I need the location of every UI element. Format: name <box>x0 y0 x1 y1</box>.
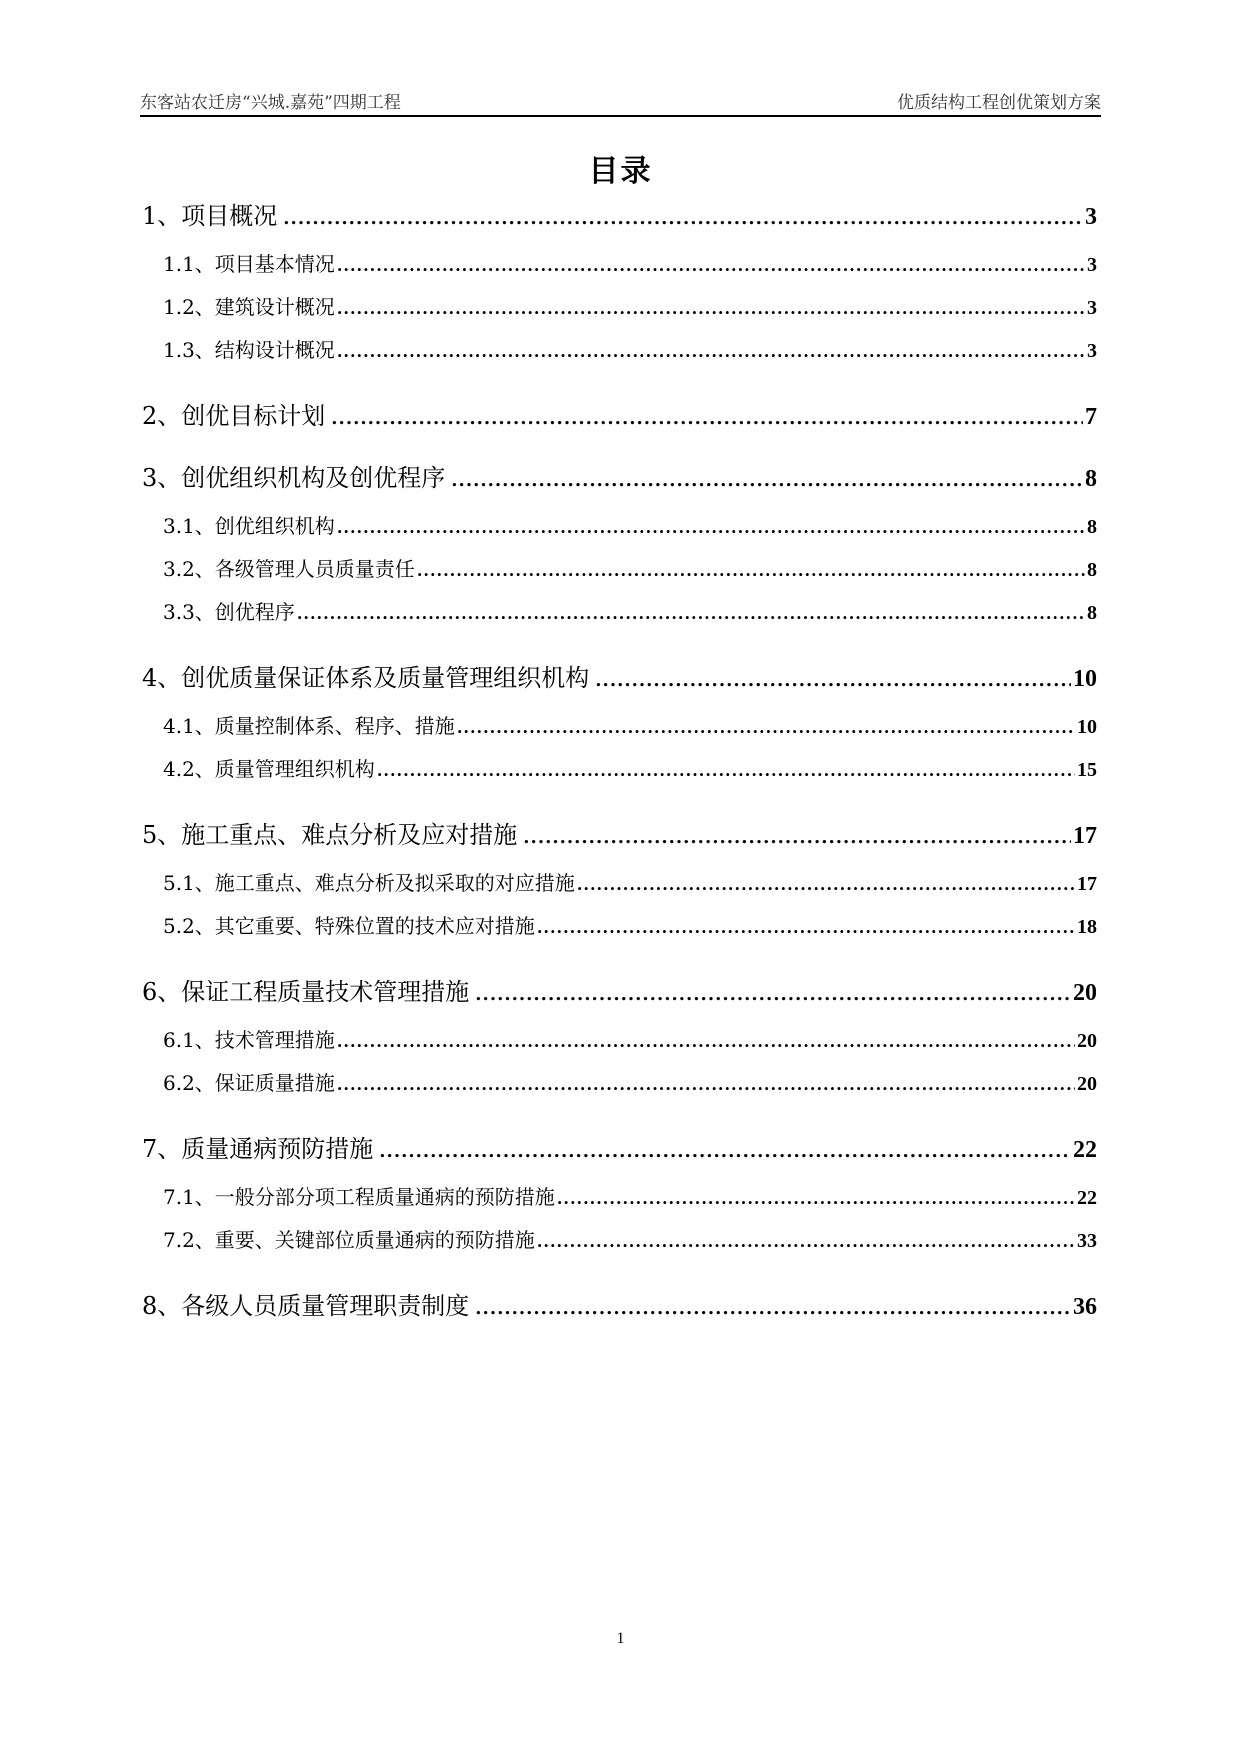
toc-dot-leader <box>377 761 1075 780</box>
toc-section-entry[interactable] <box>163 1181 1097 1210</box>
toc-dot-leader <box>337 342 1085 361</box>
toc-entry-page-number: 3 <box>1087 254 1097 276</box>
toc-entry-title: 2、创优目标计划 <box>142 402 326 430</box>
toc-dot-leader <box>379 1141 1071 1162</box>
toc-section-entry[interactable] <box>163 248 1097 277</box>
toc-entry-title: 6、保证工程质量技术管理措施 <box>142 978 470 1006</box>
toc-entry-title: 7.1、一般分部分项工程质量通病的预防措施 <box>163 1185 555 1209</box>
toc-entry-page-number: 18 <box>1077 916 1097 938</box>
toc-dot-leader <box>337 1075 1075 1094</box>
toc-dot-leader <box>557 1189 1075 1208</box>
page-number: 1 <box>616 1630 625 1647</box>
toc-dot-leader <box>331 408 1083 429</box>
toc-section-entry[interactable] <box>163 753 1097 782</box>
toc-dot-leader <box>537 1232 1075 1251</box>
toc-dot-leader <box>297 604 1085 623</box>
toc-section-entry[interactable] <box>163 910 1097 939</box>
toc-dot-leader <box>337 518 1085 537</box>
toc-dot-leader <box>475 1298 1071 1319</box>
toc-entry-page-number: 15 <box>1077 759 1097 781</box>
toc-dot-leader <box>337 256 1085 275</box>
toc-entry-page-number: 10 <box>1073 666 1097 692</box>
toc-entry-page-number: 7 <box>1085 404 1097 430</box>
toc-section-entry[interactable] <box>163 334 1097 363</box>
toc-dot-leader <box>577 875 1075 894</box>
toc-entry-title: 5.2、其它重要、特殊位置的技术应对措施 <box>163 914 535 938</box>
toc-title: 目录 <box>588 154 653 189</box>
toc-entry-title: 7.2、重要、关键部位质量通病的预防措施 <box>163 1228 535 1252</box>
toc-dot-leader <box>283 208 1083 229</box>
toc-entry-page-number: 3 <box>1085 204 1097 230</box>
toc-dot-leader <box>595 670 1071 691</box>
toc-section-entry[interactable] <box>163 710 1097 739</box>
toc-entry-page-number: 8 <box>1087 559 1097 581</box>
toc-chapter-entry[interactable] <box>142 1286 1097 1321</box>
toc-entry-page-number: 22 <box>1077 1187 1097 1209</box>
toc-section-entry[interactable] <box>163 553 1097 582</box>
toc-entry-page-number: 33 <box>1077 1230 1097 1252</box>
toc-dot-leader <box>417 561 1085 580</box>
toc-entry-title: 7、质量通病预防措施 <box>142 1135 374 1163</box>
toc-section-entry[interactable] <box>163 867 1097 896</box>
toc-section-entry[interactable] <box>163 1024 1097 1053</box>
toc-entry-title: 8、各级人员质量管理职责制度 <box>142 1292 470 1320</box>
toc-entry-title: 3.3、创优程序 <box>163 600 295 624</box>
toc-chapter-entry[interactable] <box>142 1129 1097 1164</box>
toc-entry-title: 4、创优质量保证体系及质量管理组织机构 <box>142 664 590 692</box>
toc-entry-title: 1、项目概况 <box>142 202 278 230</box>
toc-chapter-entry[interactable] <box>142 458 1097 493</box>
toc-entry-page-number: 17 <box>1077 873 1097 895</box>
toc-dot-leader <box>337 1032 1075 1051</box>
header-document-title: 优质结构工程创优策划方案 <box>897 93 1101 113</box>
toc-entry-title: 5、施工重点、难点分析及应对措施 <box>142 821 518 849</box>
header-project-name: 东客站农迁房“兴城.嘉苑”四期工程 <box>140 93 401 113</box>
toc-section-entry[interactable] <box>163 1224 1097 1253</box>
toc-section-entry[interactable] <box>163 1067 1097 1096</box>
toc-entry-title: 3.1、创优组织机构 <box>163 514 335 538</box>
toc-dot-leader <box>537 918 1075 937</box>
toc-entry-title: 4.2、质量管理组织机构 <box>163 757 375 781</box>
toc-entry-title: 1.3、结构设计概况 <box>163 338 335 362</box>
toc-entry-title: 3、创优组织机构及创优程序 <box>142 464 446 492</box>
toc-entry-page-number: 3 <box>1087 297 1097 319</box>
toc-entry-page-number: 10 <box>1077 716 1097 738</box>
toc-dot-leader <box>523 827 1071 848</box>
toc-chapter-entry[interactable] <box>142 972 1097 1007</box>
toc-entry-title: 1.2、建筑设计概况 <box>163 295 335 319</box>
toc-entry-page-number: 8 <box>1087 602 1097 624</box>
toc-section-entry[interactable] <box>163 596 1097 625</box>
toc-section-entry[interactable] <box>163 510 1097 539</box>
toc-entry-page-number: 20 <box>1077 1073 1097 1095</box>
toc-chapter-entry[interactable] <box>142 658 1097 693</box>
toc-dot-leader <box>337 299 1085 318</box>
toc-section-entry[interactable] <box>163 291 1097 320</box>
toc-entry-page-number: 8 <box>1085 466 1097 492</box>
toc-entry-title: 5.1、施工重点、难点分析及拟采取的对应措施 <box>163 871 575 895</box>
toc-chapter-entry[interactable] <box>142 815 1097 850</box>
toc-entry-title: 6.2、保证质量措施 <box>163 1071 335 1095</box>
toc-entry-title: 3.2、各级管理人员质量责任 <box>163 557 415 581</box>
toc-chapter-entry[interactable] <box>142 196 1097 231</box>
toc-entry-page-number: 3 <box>1087 340 1097 362</box>
toc-entry-page-number: 20 <box>1077 1030 1097 1052</box>
toc-entry-page-number: 36 <box>1073 1294 1097 1320</box>
toc-dot-leader <box>457 718 1075 737</box>
toc-entry-title: 1.1、项目基本情况 <box>163 252 335 276</box>
toc-entry-page-number: 17 <box>1073 823 1097 849</box>
toc-entry-title: 4.1、质量控制体系、程序、措施 <box>163 714 455 738</box>
toc-entry-title: 6.1、技术管理措施 <box>163 1028 335 1052</box>
toc-dot-leader <box>475 984 1071 1005</box>
toc-chapter-entry[interactable] <box>142 396 1097 431</box>
toc-dot-leader <box>451 470 1083 491</box>
toc-entry-page-number: 22 <box>1073 1137 1097 1163</box>
toc-entry-page-number: 20 <box>1073 980 1097 1006</box>
toc-entry-page-number: 8 <box>1087 516 1097 538</box>
